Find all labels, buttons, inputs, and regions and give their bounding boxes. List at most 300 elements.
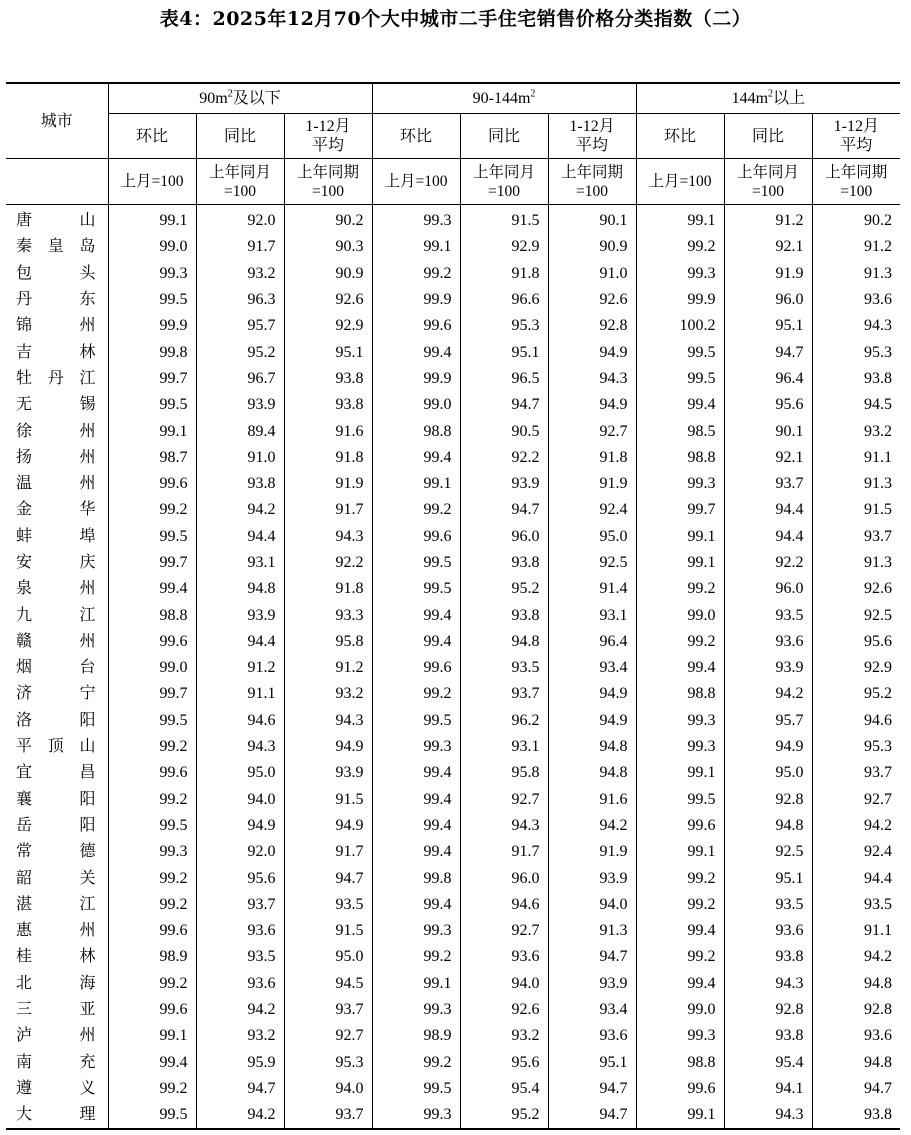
index-value: 93.6	[548, 1023, 636, 1049]
table-row	[6, 813, 900, 839]
index-value: 93.2	[864, 422, 893, 440]
index-value: 95.1	[724, 313, 812, 339]
index-value: 91.1	[196, 681, 284, 707]
index-value: 93.9	[724, 655, 812, 681]
index-value: 94.1	[724, 1076, 812, 1102]
index-value: 94.2	[724, 681, 812, 707]
index-value: 95.0	[724, 760, 812, 786]
index-value: 93.9	[548, 971, 636, 997]
index-value: 99.1	[636, 760, 724, 786]
group-header-medium	[372, 83, 636, 114]
index-value: 99.5	[108, 708, 196, 734]
index-value: 94.0	[284, 1076, 372, 1102]
index-value: 92.0	[196, 839, 284, 865]
index-value: 92.7	[548, 418, 636, 444]
table-row	[6, 234, 900, 260]
index-value: 93.4	[548, 997, 636, 1023]
index-value: 93.9	[548, 865, 636, 891]
index-value: 93.6	[196, 918, 284, 944]
avg-base-line2: =100	[576, 182, 609, 200]
index-value: 94.0	[196, 787, 284, 813]
index-value: 99.2	[636, 892, 724, 918]
page-title: 表4：2025年12月70个大中城市二手住宅销售价格分类指数（二）	[159, 8, 752, 30]
table-row	[6, 550, 900, 576]
index-value: 95.8	[284, 629, 372, 655]
index-value: 99.4	[636, 971, 724, 997]
index-value: 94.6	[864, 711, 893, 729]
index-value: 99.3	[636, 261, 724, 287]
index-value: 99.7	[108, 550, 196, 576]
index-value: 99.2	[108, 865, 196, 891]
index-value: 91.2	[284, 655, 372, 681]
index-value: 94.0	[548, 892, 636, 918]
index-value: 99.3	[372, 918, 460, 944]
avg-base-line2: =100	[312, 182, 344, 200]
table-row	[6, 681, 900, 707]
index-value: 95.1	[284, 339, 372, 365]
index-value: 99.1	[636, 550, 724, 576]
index-value: 98.9	[108, 944, 196, 970]
index-value: 91.0	[196, 445, 284, 471]
index-value: 91.7	[284, 839, 372, 865]
table-row	[6, 471, 900, 497]
city-name: 岳阳	[6, 813, 108, 839]
index-value: 93.5	[724, 602, 812, 628]
table-row	[6, 445, 900, 471]
index-value: 94.7	[460, 392, 548, 418]
index-value: 96.4	[724, 366, 812, 392]
index-value: 93.8	[724, 944, 812, 970]
index-value: 92.4	[864, 843, 893, 861]
index-value: 94.2	[864, 816, 893, 834]
index-value: 95.3	[864, 738, 893, 756]
index-value: 99.3	[636, 734, 724, 760]
table-row	[6, 787, 900, 813]
avg-base-line2: =100	[840, 182, 873, 200]
city-name: 宜昌	[6, 760, 108, 786]
index-value: 91.0	[548, 261, 636, 287]
index-value: 95.6	[460, 1050, 548, 1076]
mom-header: 环比	[372, 114, 460, 159]
index-value: 99.0	[636, 602, 724, 628]
index-value: 91.8	[284, 445, 372, 471]
index-value: 99.9	[108, 313, 196, 339]
index-value: 91.9	[724, 261, 812, 287]
table-row	[6, 418, 900, 444]
index-value: 93.2	[284, 681, 372, 707]
mom-base: 上月=100	[108, 159, 196, 205]
yoy-header: 同比	[196, 114, 284, 159]
table-row	[6, 313, 900, 339]
index-value: 95.7	[724, 708, 812, 734]
index-value: 94.4	[196, 629, 284, 655]
index-value: 92.7	[864, 790, 893, 808]
index-value: 99.2	[636, 576, 724, 602]
index-value: 94.9	[196, 813, 284, 839]
index-value: 95.4	[460, 1076, 548, 1102]
table-row	[6, 760, 900, 786]
index-value: 99.3	[372, 1102, 460, 1129]
index-value: 93.6	[724, 629, 812, 655]
index-value: 99.6	[108, 471, 196, 497]
index-value: 91.3	[864, 554, 893, 571]
index-value: 99.1	[108, 205, 196, 235]
index-value: 91.8	[548, 445, 636, 471]
index-value: 99.1	[372, 471, 460, 497]
index-value: 95.6	[196, 865, 284, 891]
index-value: 99.2	[372, 261, 460, 287]
index-value: 92.5	[724, 839, 812, 865]
group-label: 144m	[731, 90, 769, 107]
group-header-large	[636, 83, 900, 114]
index-value: 93.5	[196, 944, 284, 970]
avg-header-line1: 1-12月	[569, 118, 615, 135]
table-row	[6, 1023, 900, 1049]
index-value: 99.4	[372, 339, 460, 365]
city-name: 锦州	[6, 313, 108, 339]
index-value: 94.7	[864, 1079, 893, 1097]
index-value: 99.6	[372, 313, 460, 339]
index-value: 93.5	[284, 892, 372, 918]
index-value: 99.6	[108, 760, 196, 786]
index-value: 94.9	[548, 392, 636, 418]
city-name: 九江	[6, 602, 108, 628]
index-value: 99.3	[372, 205, 460, 235]
index-value: 96.5	[460, 366, 548, 392]
index-value: 99.2	[636, 944, 724, 970]
table-row	[6, 497, 900, 523]
index-value: 95.8	[460, 760, 548, 786]
index-value: 99.1	[636, 205, 724, 235]
group-suffix: 以上	[773, 90, 806, 107]
index-value: 98.8	[108, 602, 196, 628]
index-value: 99.4	[372, 839, 460, 865]
index-value: 99.3	[372, 734, 460, 760]
index-value: 99.6	[108, 918, 196, 944]
index-value: 91.3	[864, 264, 893, 282]
index-value: 94.9	[284, 734, 372, 760]
index-value: 91.4	[548, 576, 636, 602]
avg-base	[284, 159, 372, 205]
index-value: 99.0	[636, 997, 724, 1023]
index-value: 99.5	[372, 550, 460, 576]
city-column-header: 城市	[6, 83, 108, 159]
index-value: 92.6	[864, 580, 893, 598]
mom-base: 上月=100	[372, 159, 460, 205]
index-value: 99.7	[108, 366, 196, 392]
avg-header-line2: 平均	[840, 137, 873, 154]
index-value: 91.6	[284, 418, 372, 444]
index-value: 99.3	[636, 708, 724, 734]
city-name: 韶关	[6, 865, 108, 891]
index-value: 99.2	[372, 681, 460, 707]
index-value: 93.6	[196, 971, 284, 997]
index-value: 92.7	[284, 1023, 372, 1049]
index-value: 91.5	[284, 787, 372, 813]
index-value: 99.4	[372, 760, 460, 786]
index-value: 92.2	[284, 550, 372, 576]
index-value: 99.3	[636, 1023, 724, 1049]
index-value: 99.6	[108, 629, 196, 655]
index-value: 99.1	[372, 971, 460, 997]
yoy-base-line1: 上年同月	[208, 163, 271, 181]
group-header-small	[108, 83, 372, 114]
index-value: 91.7	[284, 497, 372, 523]
index-value: 99.1	[636, 1102, 724, 1129]
index-value: 91.5	[460, 205, 548, 235]
index-value: 99.2	[108, 892, 196, 918]
city-name: 吉林	[6, 339, 108, 365]
index-value: 93.9	[196, 392, 284, 418]
index-value: 99.5	[636, 366, 724, 392]
index-value: 98.7	[108, 445, 196, 471]
table-row	[6, 865, 900, 891]
avg-base	[812, 159, 900, 205]
table-row	[6, 918, 900, 944]
table-row	[6, 1102, 900, 1129]
table-row	[6, 392, 900, 418]
index-value: 91.1	[864, 448, 893, 466]
index-value: 94.9	[548, 339, 636, 365]
index-value: 92.6	[460, 997, 548, 1023]
index-value: 94.3	[724, 971, 812, 997]
index-value: 92.9	[864, 659, 893, 677]
index-value: 93.7	[864, 764, 893, 782]
index-value: 98.9	[372, 1023, 460, 1049]
index-value: 94.7	[548, 1076, 636, 1102]
index-value: 99.5	[108, 1102, 196, 1129]
index-value: 93.8	[284, 366, 372, 392]
avg-base	[548, 159, 636, 205]
index-value: 91.9	[548, 471, 636, 497]
table-body	[6, 205, 900, 1130]
index-value: 92.8	[864, 1001, 893, 1019]
index-value: 94.3	[196, 734, 284, 760]
index-value: 94.5	[864, 396, 893, 414]
avg-base-line1: 上年同期	[297, 163, 360, 181]
index-value: 99.2	[108, 1076, 196, 1102]
subheader-row	[6, 114, 900, 159]
index-value: 99.4	[372, 892, 460, 918]
index-value: 90.1	[724, 418, 812, 444]
index-value: 93.5	[460, 655, 548, 681]
index-value: 99.4	[372, 602, 460, 628]
index-value: 98.8	[636, 445, 724, 471]
table-row	[6, 839, 900, 865]
index-value: 99.4	[372, 787, 460, 813]
index-value: 99.9	[372, 287, 460, 313]
index-value: 91.6	[548, 787, 636, 813]
index-value: 94.2	[196, 497, 284, 523]
index-value: 90.2	[864, 212, 893, 230]
index-value: 94.3	[724, 1102, 812, 1129]
index-value: 99.2	[108, 497, 196, 523]
index-value: 93.9	[196, 602, 284, 628]
index-value: 92.2	[460, 445, 548, 471]
index-value: 91.7	[196, 234, 284, 260]
city-name: 泉州	[6, 576, 108, 602]
yoy-base-line2: =100	[224, 182, 256, 200]
index-value: 94.4	[864, 869, 893, 887]
index-value: 93.4	[548, 655, 636, 681]
group-label: 90-144m	[472, 90, 531, 107]
index-value: 91.9	[284, 471, 372, 497]
city-name: 安庆	[6, 550, 108, 576]
table-row	[6, 708, 900, 734]
index-value: 98.5	[636, 418, 724, 444]
index-value: 93.6	[864, 291, 893, 309]
index-value: 99.2	[636, 865, 724, 891]
city-name: 湛江	[6, 892, 108, 918]
index-value: 94.3	[284, 708, 372, 734]
table-row	[6, 892, 900, 918]
table-row	[6, 655, 900, 681]
index-value: 92.6	[284, 287, 372, 313]
avg-header-line2: 平均	[576, 137, 609, 154]
index-value: 94.2	[548, 813, 636, 839]
index-value: 94.7	[284, 865, 372, 891]
city-name: 蚌埠	[6, 524, 108, 550]
city-name: 遵义	[6, 1076, 108, 1102]
index-value: 92.8	[724, 997, 812, 1023]
index-value: 90.5	[460, 418, 548, 444]
index-value: 99.2	[108, 734, 196, 760]
index-value: 92.8	[548, 313, 636, 339]
index-value: 99.6	[636, 1076, 724, 1102]
index-value: 99.3	[108, 261, 196, 287]
index-value: 94.8	[460, 629, 548, 655]
index-value: 95.0	[196, 760, 284, 786]
index-value: 99.1	[108, 1023, 196, 1049]
index-value: 93.2	[196, 261, 284, 287]
index-value: 95.0	[284, 944, 372, 970]
index-value: 99.4	[108, 1050, 196, 1076]
table-row	[6, 997, 900, 1023]
index-value: 92.9	[460, 234, 548, 260]
index-value: 99.2	[108, 971, 196, 997]
index-value: 99.5	[108, 392, 196, 418]
city-name: 桂林	[6, 944, 108, 970]
index-value: 94.3	[284, 524, 372, 550]
index-value: 99.4	[372, 445, 460, 471]
index-value: 94.7	[548, 944, 636, 970]
index-value: 95.2	[864, 685, 893, 703]
index-value: 90.1	[548, 205, 636, 235]
index-value: 93.8	[460, 602, 548, 628]
index-value: 96.4	[548, 629, 636, 655]
avg-header	[548, 114, 636, 159]
index-value: 94.8	[724, 813, 812, 839]
city-name: 南充	[6, 1050, 108, 1076]
table-row	[6, 366, 900, 392]
index-value: 99.0	[372, 392, 460, 418]
avg-header	[812, 114, 900, 159]
index-value: 99.8	[372, 865, 460, 891]
city-name: 丹东	[6, 287, 108, 313]
index-value: 95.2	[460, 1102, 548, 1129]
index-value: 93.8	[196, 471, 284, 497]
city-name: 牡丹江	[6, 366, 108, 392]
city-name: 包头	[6, 261, 108, 287]
index-value: 92.1	[724, 234, 812, 260]
avg-header-line2: 平均	[312, 137, 345, 154]
index-value: 94.8	[548, 760, 636, 786]
index-value: 93.7	[724, 471, 812, 497]
index-value: 98.8	[636, 681, 724, 707]
index-value: 94.4	[724, 497, 812, 523]
city-name: 大理	[6, 1102, 108, 1129]
index-value: 93.6	[460, 944, 548, 970]
index-value: 94.8	[864, 1053, 893, 1071]
index-value: 91.8	[460, 261, 548, 287]
index-value: 94.7	[196, 1076, 284, 1102]
index-value: 94.5	[284, 971, 372, 997]
avg-header	[284, 114, 372, 159]
index-value: 91.1	[864, 922, 893, 940]
table-row	[6, 944, 900, 970]
index-value: 94.7	[548, 1102, 636, 1129]
index-value: 99.9	[372, 366, 460, 392]
index-value: 98.8	[636, 1050, 724, 1076]
index-value: 95.2	[460, 576, 548, 602]
table-row	[6, 1050, 900, 1076]
city-name: 烟台	[6, 655, 108, 681]
table-row	[6, 524, 900, 550]
city-name: 徐州	[6, 418, 108, 444]
index-value: 92.7	[460, 918, 548, 944]
index-value: 99.2	[372, 1050, 460, 1076]
index-value: 99.1	[372, 234, 460, 260]
index-value: 92.0	[196, 205, 284, 235]
index-value: 92.1	[724, 445, 812, 471]
index-value: 94.0	[460, 971, 548, 997]
index-value: 99.4	[108, 576, 196, 602]
index-value: 93.8	[864, 369, 893, 387]
index-value: 93.3	[284, 602, 372, 628]
index-value: 99.5	[108, 524, 196, 550]
index-value: 95.4	[724, 1050, 812, 1076]
yoy-base-line2: =100	[752, 182, 785, 200]
index-value: 94.2	[864, 948, 893, 966]
index-value: 94.9	[548, 708, 636, 734]
index-value: 95.3	[864, 343, 893, 361]
index-value: 92.5	[548, 550, 636, 576]
index-value: 96.6	[460, 287, 548, 313]
index-value: 95.1	[460, 339, 548, 365]
index-value: 94.4	[196, 524, 284, 550]
index-value: 94.3	[864, 317, 893, 335]
index-value: 94.3	[548, 366, 636, 392]
index-value: 91.2	[724, 205, 812, 235]
mom-header: 环比	[108, 114, 196, 159]
table-header	[6, 83, 900, 205]
index-value: 95.0	[548, 524, 636, 550]
city-name: 洛阳	[6, 708, 108, 734]
index-value: 93.1	[196, 550, 284, 576]
mom-header: 环比	[636, 114, 724, 159]
index-value: 94.2	[196, 1102, 284, 1129]
index-value: 99.3	[636, 471, 724, 497]
group-suffix: 及以下	[232, 90, 281, 107]
index-value: 94.2	[196, 997, 284, 1023]
index-value: 99.6	[636, 813, 724, 839]
city-name: 温州	[6, 471, 108, 497]
city-name: 秦皇岛	[6, 234, 108, 260]
index-value: 91.9	[548, 839, 636, 865]
index-value: 99.4	[636, 392, 724, 418]
index-value: 99.4	[372, 813, 460, 839]
index-value: 94.4	[724, 524, 812, 550]
